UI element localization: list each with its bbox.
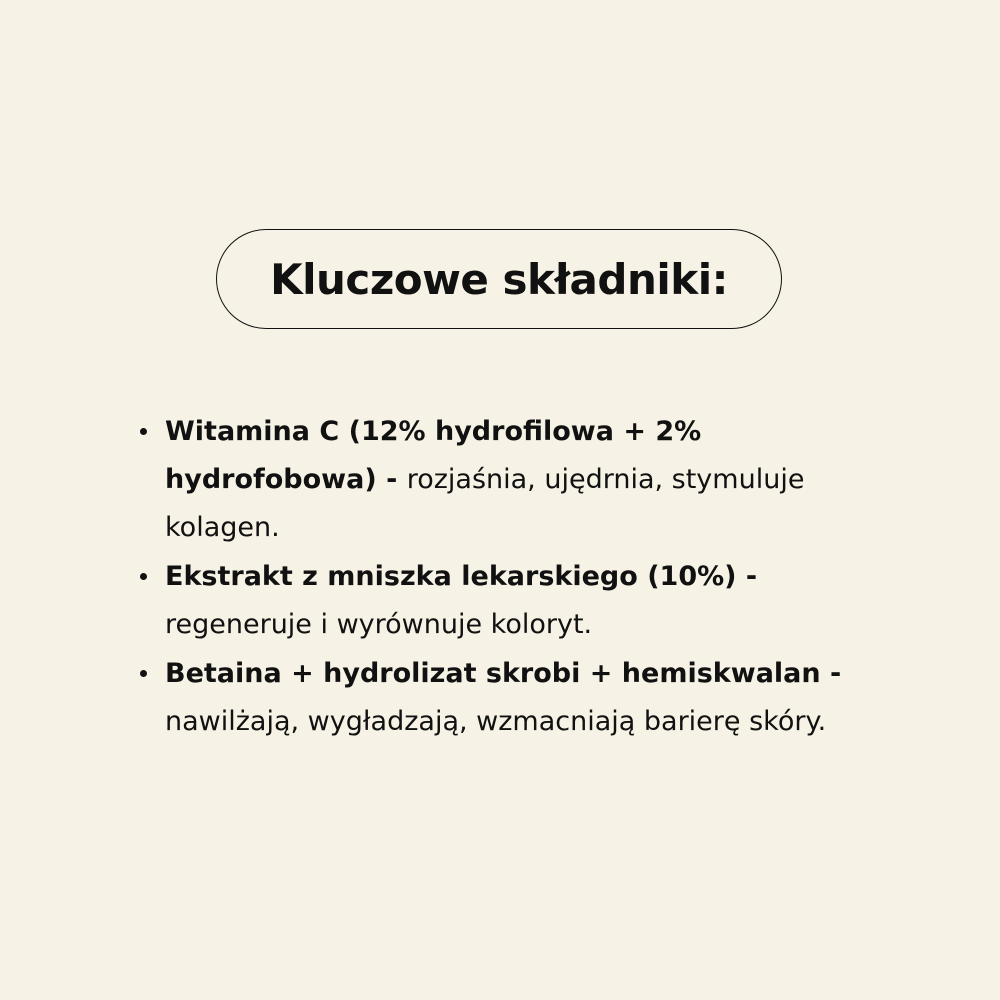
bullet-icon <box>140 670 147 677</box>
title-pill <box>216 229 782 329</box>
ingredient-name: Betaina + hydrolizat skrobi + hemiskwalan - <box>165 658 842 689</box>
list-item <box>137 408 877 552</box>
bullet-icon <box>140 573 147 580</box>
ingredient-description: rozjaśnia, ujędrnia, stymuluje kolagen. <box>165 464 805 543</box>
list-item <box>137 650 877 746</box>
ingredient-description: nawilżają, wygładzają, wzmacniają barierę skóry. <box>165 706 827 737</box>
page-title: Kluczowe składniki: <box>270 254 728 304</box>
ingredient-name: Witamina C (12% hydrofilowa + 2% hydrofobowa) - <box>165 416 702 495</box>
list-item <box>137 553 877 649</box>
ingredients-list <box>137 408 877 747</box>
ingredient-description: regeneruje i wyrównuje koloryt. <box>165 609 593 640</box>
ingredient-name: Ekstrakt z mniszka lekarskiego (10%) - <box>165 561 758 592</box>
bullet-icon <box>140 428 147 435</box>
